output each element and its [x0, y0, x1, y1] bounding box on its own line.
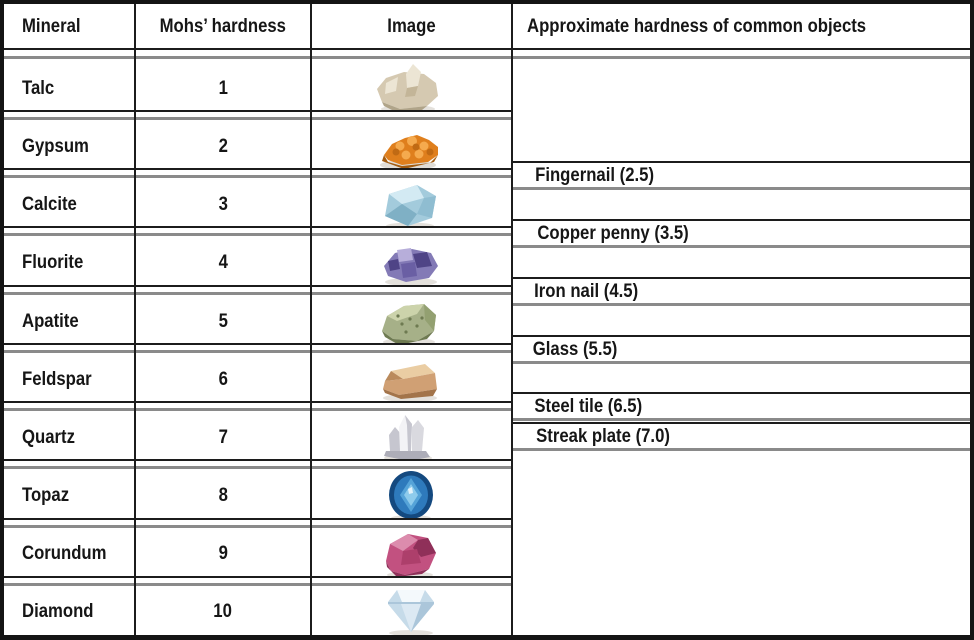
- row-separator: [4, 110, 511, 120]
- topaz-specimen-image: [372, 468, 450, 522]
- hardness-value-cell: [136, 524, 310, 582]
- row-separator: [4, 226, 511, 236]
- hardness-value: 4: [218, 251, 228, 273]
- mineral-name: Topaz: [22, 484, 70, 506]
- hardness-value-cell: [136, 408, 310, 466]
- mineral-name-cell: [6, 582, 146, 640]
- row-separator: [4, 459, 511, 469]
- mineral-name-cell: [6, 408, 146, 466]
- mineral-image-cell: [313, 59, 509, 117]
- hardness-value: 10: [213, 600, 233, 622]
- hardness-value-cell: [136, 350, 310, 408]
- common-object-band: [511, 161, 972, 190]
- mineral-image-cell: [313, 466, 509, 524]
- hardness-value-cell: [136, 59, 310, 117]
- mineral-name-cell: [6, 350, 146, 408]
- common-object-band: [511, 219, 972, 248]
- hardness-value-cell: [136, 175, 310, 233]
- mineral-name: Talc: [22, 77, 55, 99]
- common-object-label: Glass (5.5): [532, 338, 618, 360]
- mineral-name: Diamond: [22, 600, 94, 622]
- hardness-value: 2: [218, 135, 228, 157]
- apatite-specimen-image: [372, 294, 450, 348]
- common-object-label: Streak plate (7.0): [536, 425, 670, 447]
- row-separator: [4, 168, 511, 178]
- hardness-value-cell: [136, 233, 310, 291]
- mineral-name-cell: [6, 175, 146, 233]
- row-separator: [4, 518, 511, 528]
- header-separator: [4, 48, 970, 59]
- calcite-specimen-image: [372, 177, 450, 231]
- header-image: [313, 5, 509, 48]
- hardness-value-cell: [136, 292, 310, 350]
- diamond-specimen-image: [372, 584, 450, 638]
- hardness-value: 7: [218, 426, 228, 448]
- mineral-image-cell: [313, 175, 509, 233]
- common-object-band: [511, 422, 972, 451]
- common-object-label: Copper penny (3.5): [537, 222, 689, 244]
- common-object-band: [511, 277, 972, 306]
- hardness-value: 6: [218, 368, 228, 390]
- mineral-name: Fluorite: [22, 251, 84, 273]
- common-object-label: Steel tile (6.5): [534, 395, 643, 417]
- hardness-value: 8: [218, 484, 228, 506]
- hardness-value: 9: [218, 542, 228, 564]
- mineral-image-cell: [313, 524, 509, 582]
- mineral-name: Corundum: [22, 542, 107, 564]
- header-common-objects: [513, 5, 970, 48]
- quartz-specimen-image: [372, 410, 450, 464]
- hardness-value-cell: [136, 117, 310, 175]
- fluorite-specimen-image: [372, 235, 450, 289]
- header-hardness-label: Mohs’ hardness: [159, 16, 287, 37]
- mineral-image-cell: [313, 408, 509, 466]
- common-object-band: [511, 335, 972, 364]
- mineral-name: Gypsum: [22, 135, 89, 157]
- mineral-name-cell: [6, 466, 146, 524]
- header-mineral-label: Mineral: [22, 16, 81, 37]
- hardness-value: 5: [218, 310, 228, 332]
- row-separator: [4, 343, 511, 353]
- feldspar-specimen-image: [372, 352, 450, 406]
- mineral-name-cell: [6, 233, 146, 291]
- mineral-name: Apatite: [22, 310, 79, 332]
- mineral-image-cell: [313, 292, 509, 350]
- mineral-name: Feldspar: [22, 368, 92, 390]
- column-divider: [134, 3, 136, 637]
- common-object-label: Iron nail (4.5): [534, 280, 639, 302]
- row-separator: [4, 576, 511, 586]
- hardness-value-cell: [136, 582, 310, 640]
- header-mineral: [6, 5, 146, 48]
- mineral-image-cell: [313, 117, 509, 175]
- mineral-name-cell: [6, 524, 146, 582]
- mineral-name: Calcite: [22, 193, 77, 215]
- gypsum-specimen-image: [372, 119, 450, 173]
- mineral-name: Quartz: [22, 426, 75, 448]
- mineral-image-cell: [313, 350, 509, 408]
- column-divider: [310, 3, 312, 637]
- row-separator: [4, 401, 511, 411]
- common-object-band: [511, 392, 972, 421]
- mineral-name-cell: [6, 292, 146, 350]
- hardness-value: 1: [218, 77, 228, 99]
- common-object-label: Fingernail (2.5): [535, 164, 655, 186]
- mineral-name-cell: [6, 117, 146, 175]
- header-common-objects-label: Approximate hardness of common objects: [527, 16, 867, 37]
- mineral-image-cell: [313, 233, 509, 291]
- mineral-image-cell: [313, 582, 509, 640]
- hardness-value-cell: [136, 466, 310, 524]
- header-hardness: [136, 5, 310, 48]
- corundum-specimen-image: [372, 526, 450, 580]
- talc-specimen-image: [372, 61, 450, 115]
- header-image-label: Image: [386, 16, 436, 37]
- hardness-value: 3: [218, 193, 228, 215]
- mineral-name-cell: [6, 59, 146, 117]
- row-separator: [4, 285, 511, 295]
- column-divider: [511, 3, 513, 637]
